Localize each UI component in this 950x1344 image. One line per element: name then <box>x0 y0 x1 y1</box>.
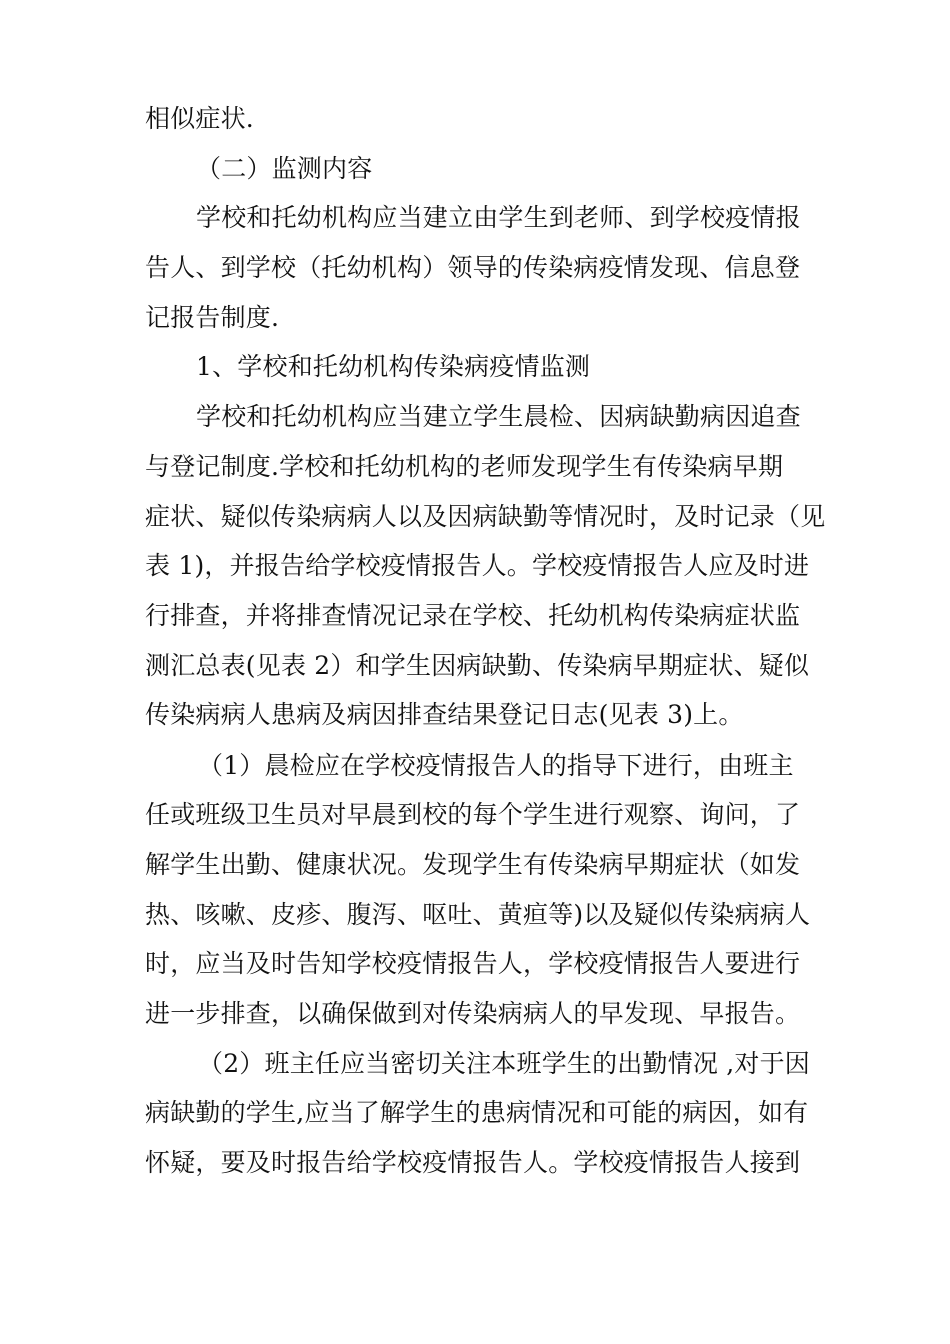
text-line: 学校和托幼机构应当建立学生晨检、因病缺勤病因追查 <box>196 402 801 431</box>
text-line: 与登记制度.学校和托幼机构的老师发现学生有传染病早期 <box>145 452 784 481</box>
text-line: 症状、疑似传染病病人以及因病缺勤等情况时，及时记录（见 <box>145 502 826 531</box>
text-line: 告人、到学校（托幼机构）领导的传染病疫情发现、信息登 <box>145 253 801 282</box>
text-line: 行排查，并将排查情况记录在学校、托幼机构传染病症状监 <box>145 601 801 630</box>
text-line: 传染病病人患病及病因排查结果登记日志(见表 3)上。 <box>145 700 744 729</box>
text-line: 相似症状. <box>145 104 254 133</box>
text-line: 学校和托幼机构应当建立由学生到老师、到学校疫情报 <box>196 203 801 232</box>
text-line: 任或班级卫生员对早晨到校的每个学生进行观察、询问，了 <box>145 800 801 829</box>
text-line: 测汇总表(见表 2）和学生因病缺勤、传染病早期症状、疑似 <box>145 651 810 680</box>
text-line: 病缺勤的学生,应当了解学生的患病情况和可能的病因，如有 <box>145 1098 809 1127</box>
text-line: 怀疑，要及时报告给学校疫情报告人。学校疫情报告人接到 <box>145 1148 801 1177</box>
text-line: 记报告制度. <box>145 303 280 332</box>
subsection-heading: 1、学校和托幼机构传染病疫情监测 <box>196 352 591 381</box>
text-line: 表 1)，并报告给学校疫情报告人。学校疫情报告人应及时进 <box>145 551 810 580</box>
text-line: 进一步排查，以确保做到对传染病病人的早发现、早报告。 <box>145 999 801 1028</box>
text-line: 热、咳嗽、皮疹、腹泻、呕吐、黄疸等)以及疑似传染病病人 <box>145 900 811 929</box>
text-line: 解学生出勤、健康状况。发现学生有传染病早期症状（如发 <box>145 850 801 879</box>
section-heading: （二）监测内容 <box>196 154 373 183</box>
text-line: （1）晨检应在学校疫情报告人的指导下进行，由班主 <box>198 751 794 780</box>
text-line: 时，应当及时告知学校疫情报告人，学校疫情报告人要进行 <box>145 949 801 978</box>
text-line: （2）班主任应当密切关注本班学生的出勤情况 ,对于因 <box>198 1049 811 1078</box>
